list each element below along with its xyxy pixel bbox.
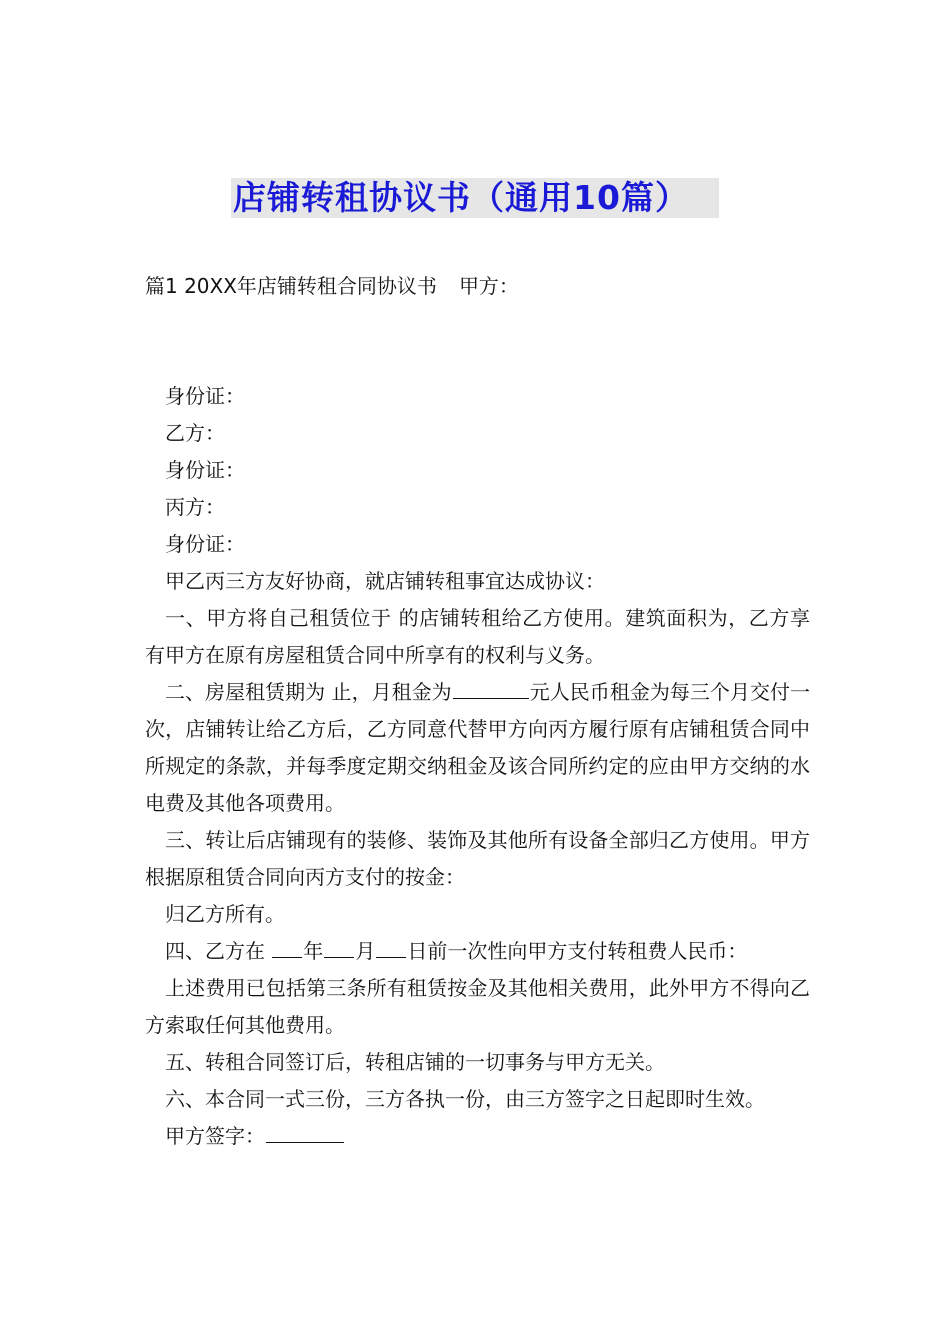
clause-6: 六、本合同一式三份，三方各执一份，由三方签字之日起即时生效。 [165,1087,765,1111]
month-blank [324,937,354,958]
clause-1: 一、甲方将自己租赁位于 的店铺转租给乙方使用。建筑面积为，乙方享有甲方在原有房屋租赁合同中所享有的权利与义务。 [145,606,810,667]
line-id-3: 身份证： [165,532,245,556]
clause-5: 五、转租合同签订后，转租店铺的一切事务与甲方无关。 [165,1050,665,1074]
clause-4-cont: 上述费用已包括第三条所有租赁按金及其他相关费用，此外甲方不得向乙方索取任何其他费用。 [145,976,810,1037]
subheading-left: 篇1 20XX年店铺转租合同协议书 [145,274,437,298]
document-title: 店铺转租协议书（通用10篇） [231,178,719,218]
day-blank [376,937,406,958]
line-party-b: 乙方： [165,421,225,445]
clause-3: 三、转让后店铺现有的装修、装饰及其他所有设备全部归乙方使用。甲方根据原租赁合同向丙方支付的按金： [145,828,810,889]
subheading-party-a: 甲方： [458,274,519,298]
signature-blank [266,1122,344,1143]
clause-4-rest: 日前一次性向甲方支付转租费人民币： [407,939,748,963]
line-id-2: 身份证： [165,458,245,482]
line-party-c: 丙方： [165,495,225,519]
clause-4-start: 四、乙方在 [165,939,272,963]
year-blank [272,937,302,958]
rent-blank [453,678,529,699]
clause-3-cont: 归乙方所有。 [165,902,285,926]
clause-2-rest: 元人民币租金为每三个月交付一次，店铺转让给乙方后，乙方同意代替甲方向丙方履行原有店铺租赁合同中所规定的条款，并每季度定期交纳租金及该合同所约定的应由甲方交纳的水电费及其他各项费用。 [145,680,811,815]
month-label: 月 [355,939,376,963]
title-container [0,178,950,218]
year-label: 年 [303,939,324,963]
subheading [145,268,519,305]
clause-2 [145,674,810,822]
line-agreement-intro: 甲乙丙三方友好协商，就店铺转租事宜达成协议： [165,569,605,593]
contract-body [145,378,810,1155]
line-id-1: 身份证： [165,384,245,408]
clause-2-start: 二、房屋租赁期为 止，月租金为 [165,680,452,704]
signature-line [145,1118,810,1155]
party-a-signature-label: 甲方签字： [165,1124,265,1148]
clause-4 [145,933,810,970]
